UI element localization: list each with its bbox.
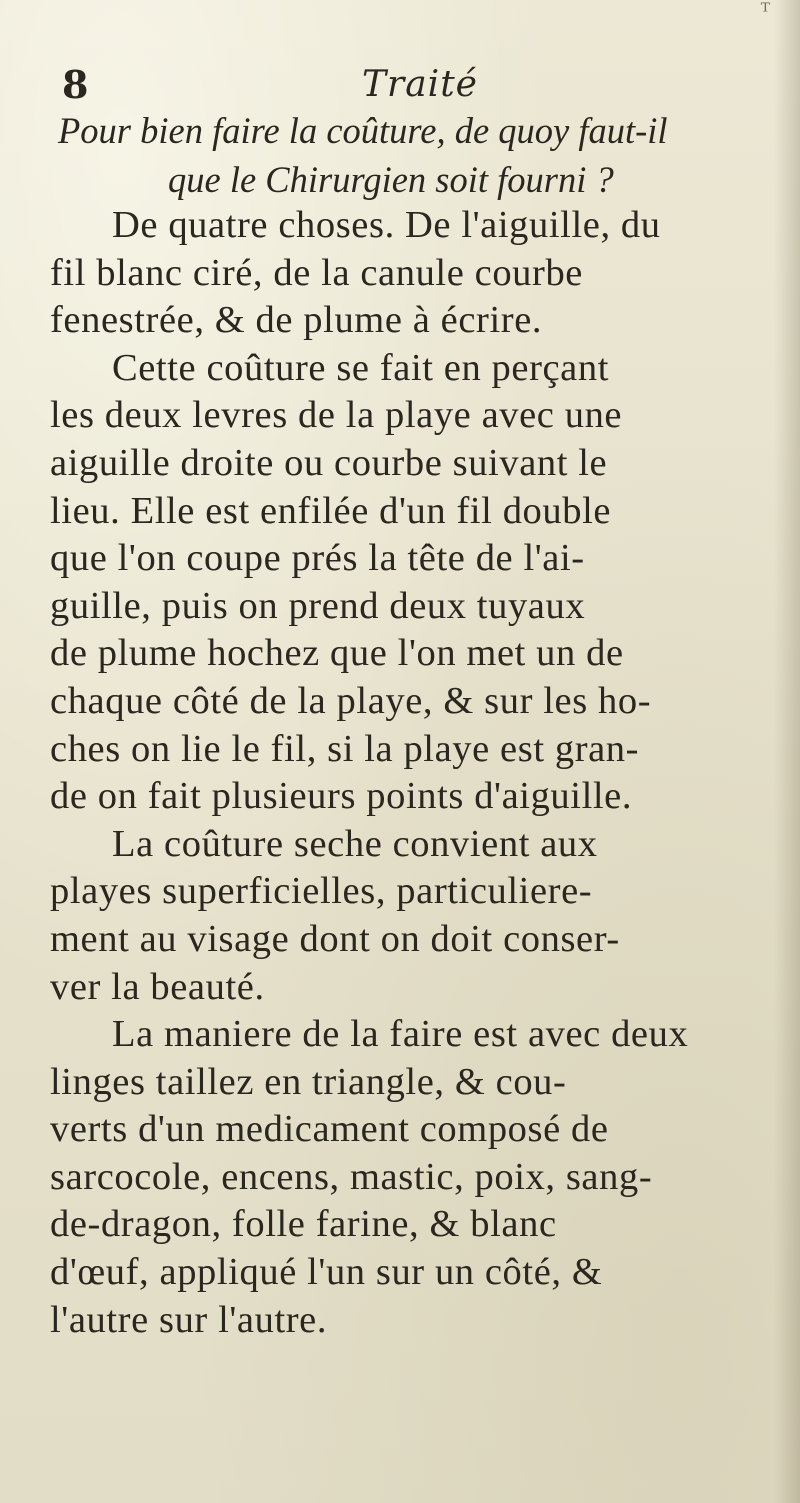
text-line: De quatre choses. De l'aiguille, du — [112, 204, 661, 246]
text-line: de plume hochez que l'on met un de — [50, 632, 624, 675]
question-line: que le Chirurgien soit fourni ? — [168, 159, 614, 200]
text-line: que l'on coupe prés la tête de l'ai- — [50, 537, 585, 580]
text-line: guille, puis on prend deux tuyaux — [50, 584, 586, 627]
text-line: fil blanc ciré, de la canule courbe — [50, 251, 583, 294]
text-line: de on fait plusieurs points d'aiguille. — [50, 775, 633, 818]
question-line: Pour bien faire la coûture, de quoy faut-il — [58, 110, 668, 151]
text-line: linges taillez en triangle, & cou- — [50, 1060, 567, 1103]
text-line: La coûture seche convient aux — [112, 822, 598, 865]
text-line: de-dragon, folle farine, & blanc — [50, 1203, 557, 1246]
text-line: playes superficielles, particuliere- — [50, 870, 593, 913]
page-gutter-shadow — [774, 0, 800, 1503]
text-line: lieu. Elle est enfilée d'un fil double — [50, 489, 612, 532]
text-line: verts d'un medicament composé de — [50, 1108, 609, 1151]
running-head: Traité — [362, 64, 478, 105]
page-number: 8 — [62, 62, 89, 107]
text-line: ment au visage dont on doit conser- — [50, 917, 620, 960]
text-line: Cette coûture se fait en perçant — [112, 346, 610, 389]
text-line: ches on lie le fil, si la playe est gran- — [50, 727, 640, 770]
text-line: sarcocole, encens, mastic, poix, sang- — [50, 1155, 653, 1198]
text-line: d'œuf, appliqué l'un sur un côté, & — [50, 1251, 603, 1294]
corner-mark: ᵀ — [760, 0, 770, 25]
text-line: La maniere de la faire est avec deux — [112, 1013, 689, 1056]
text-line: aiguille droite ou courbe suivant le — [50, 441, 608, 484]
body-text — [50, 202, 762, 1344]
text-line: l'autre sur l'autre. — [50, 1298, 328, 1341]
text-line: chaque côté de la playe, & sur les ho- — [50, 679, 652, 722]
text-line: fenestrée, & de plume à écrire. — [50, 299, 543, 342]
text-line: les deux levres de la playe avec une — [50, 394, 623, 437]
text-line: ver la beauté. — [50, 965, 265, 1008]
question-heading — [58, 106, 758, 204]
page-header — [62, 60, 752, 110]
